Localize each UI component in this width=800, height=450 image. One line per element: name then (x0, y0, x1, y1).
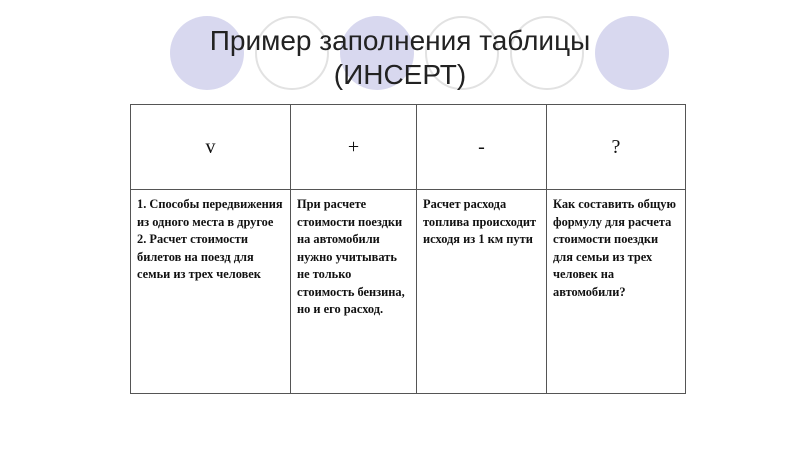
slide-title (150, 24, 650, 92)
cell-v-item-1: 1. Способы передвижения из одного места в другое (137, 197, 283, 229)
header-minus: - (417, 105, 547, 190)
cell-minus: Расчет расхода топлива происходит исходя из 1 км пути (417, 190, 547, 394)
cell-question: Как составить общую формулу для расчета стоимости поездки для семьи из трех человек на автомобили? (547, 190, 686, 394)
cell-v-item-2: 2. Расчет стоимости билетов на поезд для семьи из трех человек (137, 232, 261, 281)
cell-v (131, 190, 291, 394)
insert-table (130, 104, 686, 394)
header-question: ? (547, 105, 686, 190)
header-row (131, 105, 686, 190)
title-line-2: (ИНСЕРТ) (333, 59, 467, 90)
content-row (131, 190, 686, 394)
title-line-1: Пример заполнения таблицы (209, 25, 591, 56)
cell-plus: При расчете стоимости поездки на автомобили нужно учитывать не только стоимость бензина, но и его расход. (291, 190, 417, 394)
header-plus: + (291, 105, 417, 190)
header-v: v (131, 105, 291, 190)
